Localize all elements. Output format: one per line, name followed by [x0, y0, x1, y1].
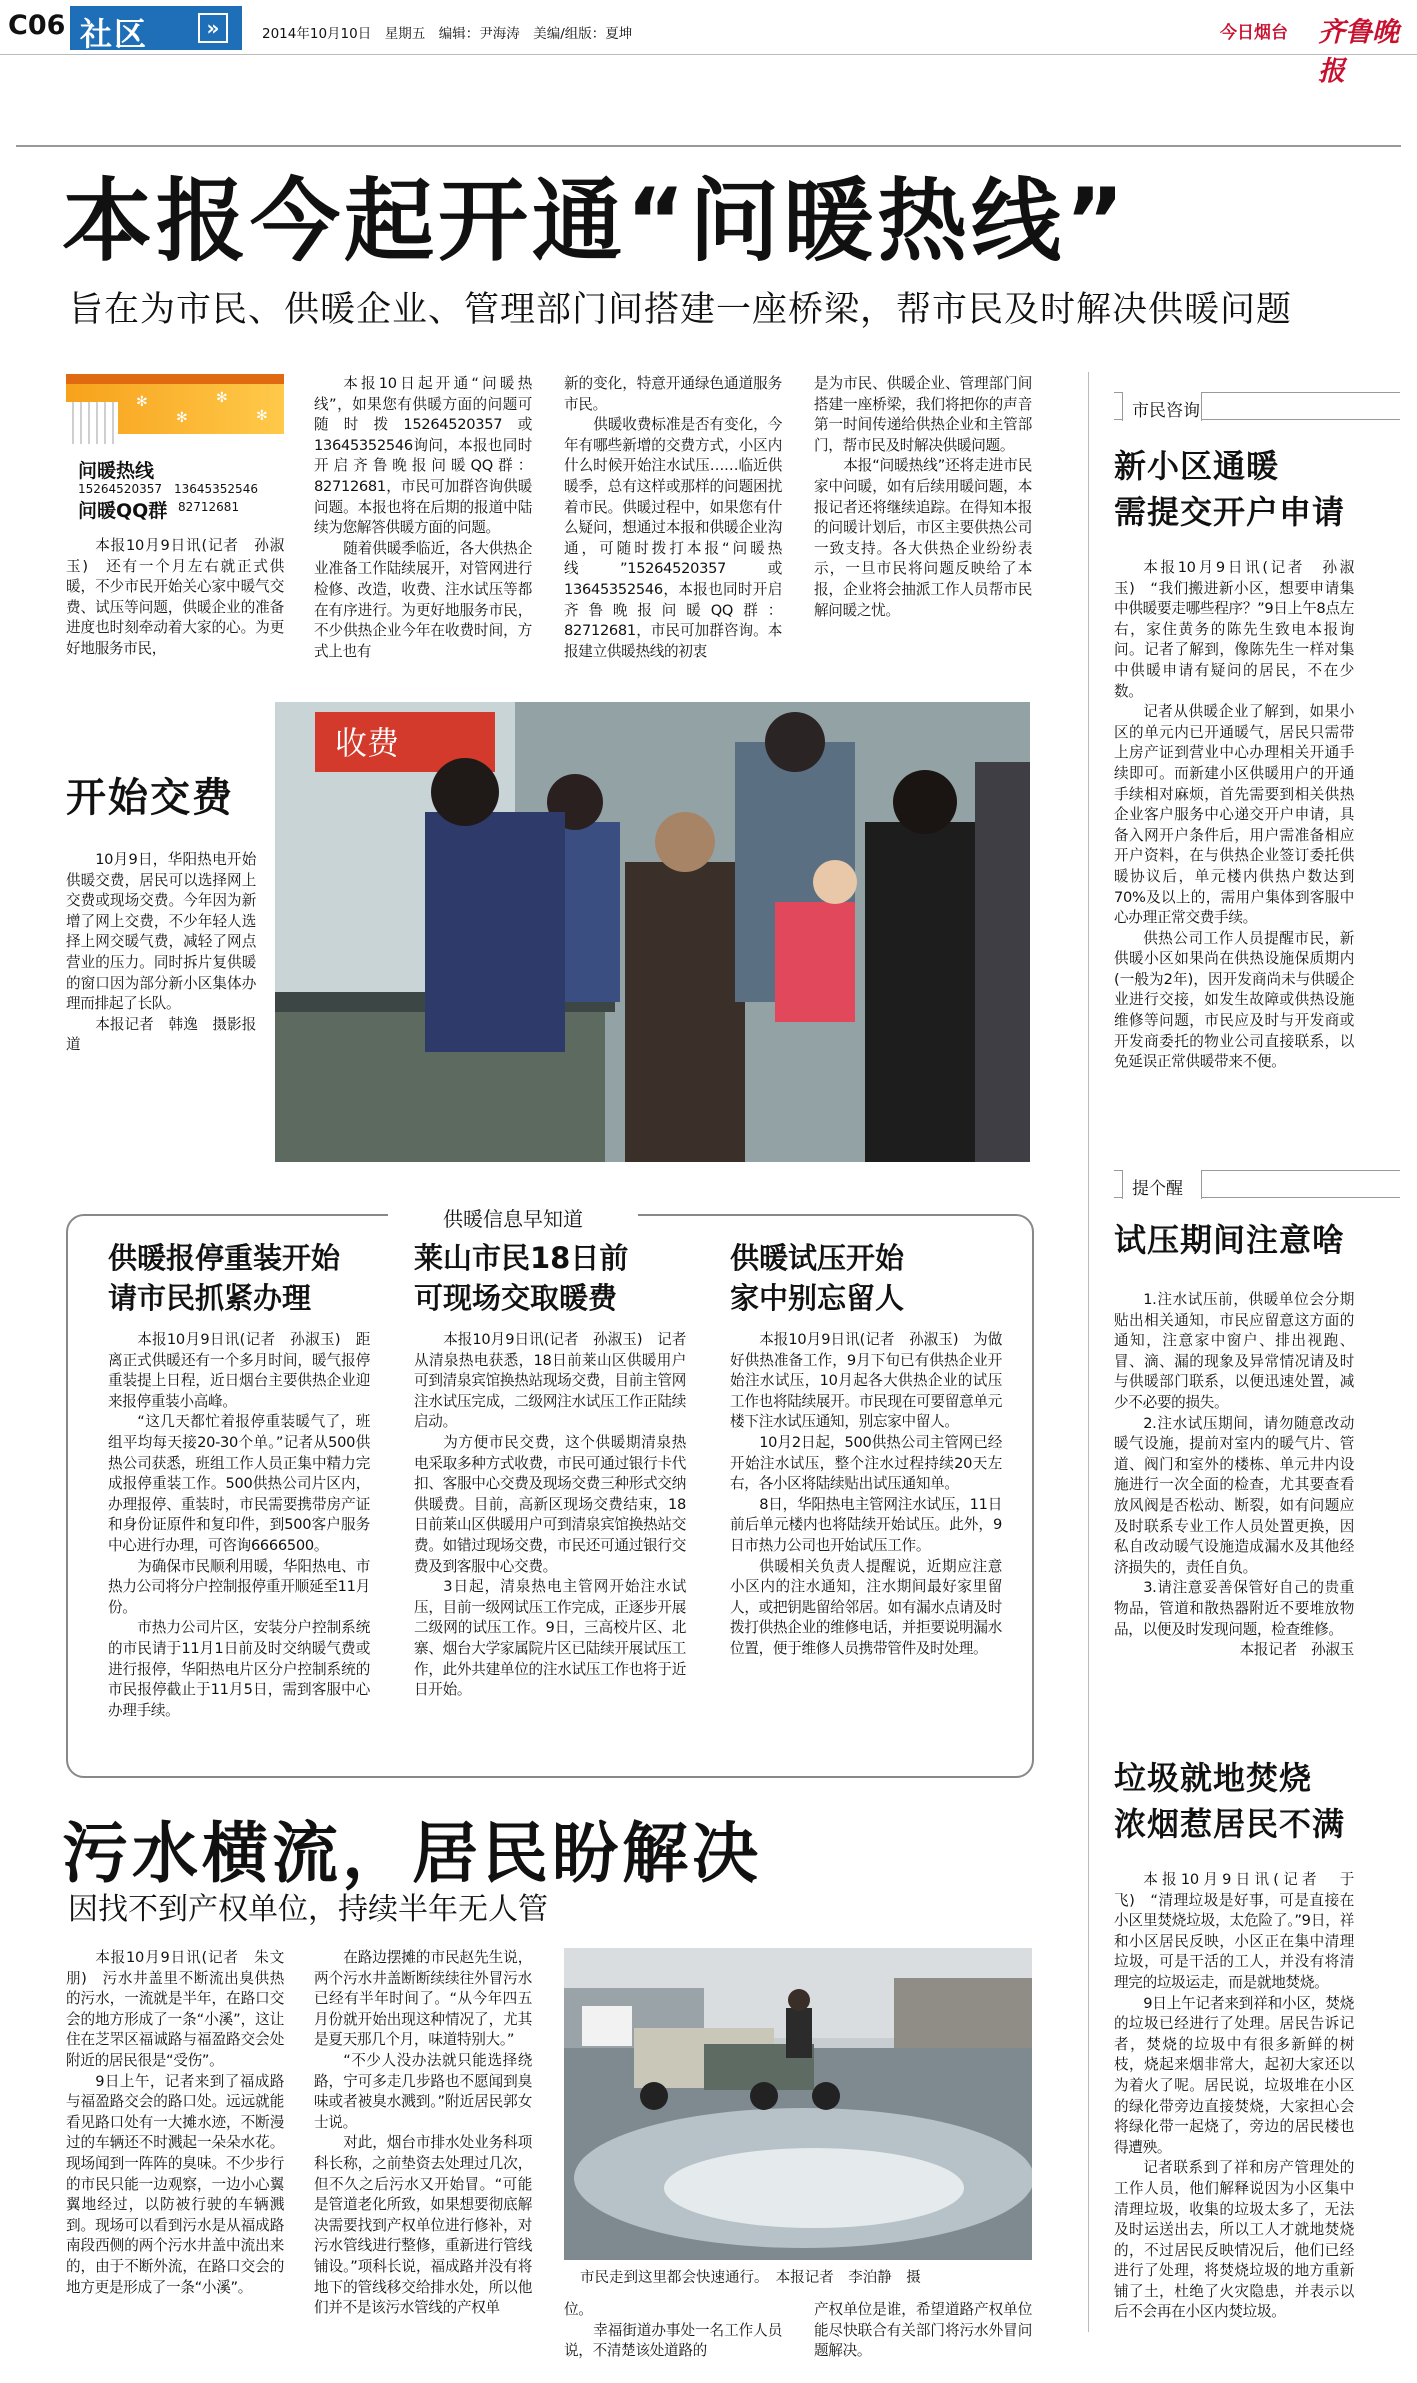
payment-hall-photo: [275, 702, 1030, 1162]
headline: 浓烟惹居民不满: [1114, 1805, 1346, 1843]
hotline-label: 问暖热线: [78, 460, 155, 482]
headline: 可现场交取暖费: [414, 1281, 618, 1315]
article-body: [1114, 1290, 1354, 1661]
headline: 莱山市民18日前: [414, 1241, 629, 1275]
paragraph: 3.请注意妥善保管好自己的贵重物品，管道和散热器附近不要堆放物品，以便及时发现问题，检查维修。: [1114, 1579, 1354, 1638]
headline: 垃圾就地焚烧: [1114, 1759, 1313, 1797]
paragraph: 对此，烟台市排水处业务科项科长称，之前垫资去处理过几次，但不久之后污水又开始冒。“可能是管道老化所致，如果想要彻底解决需要找到产权单位进行修补，对污水管线进行整修，重新进行管线铺设。”项科长说，福成路并没有将地下的管线移交给排水处，所以他们并不是该污水管线的产权单: [314, 2134, 532, 2317]
paragraph: “不少人没办法就只能选择绕路，宁可多走几步路也不愿闻到臭味或者被臭水溅到。”附近居民郭女士说。: [314, 2051, 532, 2131]
info-box-title: 供暖信息早知道: [388, 1203, 638, 1229]
snowflake-icon: ✻: [256, 408, 268, 424]
paragraph: 10月9日，华阳热电开始供暖交费，居民可以选择网上交费或现场交费。今年因为新增了网上交费，不少年轻人选择上网交暖气费，减轻了网点营业的压力。同时拆片复供暖的窗口因为部分新小区集体办理而排起了长队。: [66, 851, 256, 1013]
paragraph: 本报10月9日讯(记者 孙淑玉) 还有一个月左右就正式供暖，不少市民开始关心家中暖气交费、试压等问题，供暖企业的准备进度也时刻牵动着大家的心。为更好地服务市民，: [66, 537, 284, 657]
paragraph: 新的变化，特意开通绿色通道服务市民。: [564, 375, 782, 413]
paragraph: 供暖收费标准是否有变化，今年有哪些新增的交费方式，小区内什么时候开始注水试压……临近供暖季，总有这样或那样的问题困扰着市民。供暖过程中，如果您有什么疑问，想通过本报和供暖企业沟通，可随时拨打本报“问暖热线”15264520357或13645352546，本报也同时开启齐鲁晚报问暖QQ群：82712681，市民可加群咨询。本报建立供暖热线的初衷: [564, 416, 782, 660]
paragraph: 10月2日起，500供热公司主管网已经开始注水试压，整个注水过程持续20天左右，各小区将陆续贴出试压通知单。: [730, 1433, 1002, 1493]
radiator-icon: [66, 402, 118, 444]
pay-headline: 开始交费: [66, 775, 234, 821]
column-divider: [1088, 372, 1089, 2332]
snowflake-icon: ✻: [136, 394, 148, 410]
lead-subheadline: 旨在为市民、供暖企业、管理部门间搭建一座桥梁，帮市民及时解决供暖问题: [68, 290, 1293, 330]
sewage-col-3: [564, 2300, 782, 2362]
paragraph: 供暖相关负责人提醒说，近期应注意小区内的注水通知，注水期间最好家里留人，或把钥匙留给邻居。如有漏水点请及时拨打供热企业的维修电话，并拒要说明漏水位置，便于维修人员携带管件及时处理。: [730, 1557, 1002, 1657]
paragraph: 9日上午记者来到祥和小区，焚烧的垃圾已经进行了处理。居民告诉记者，焚烧的垃圾中有很多新鲜的树枝，烧起来烟非常大，起初大家还以为着火了呢。居民说，垃圾堆在小区的绿化带旁边直接焚烧，大家担心会将绿化带一起烧了，旁边的居民楼也得遭殃。: [1114, 1994, 1354, 2156]
article-body: [108, 1330, 370, 1721]
lead-col-2: [314, 374, 532, 662]
paragraph: 本报10月9日讯(记者 孙淑玉) 记者从清泉热电获悉，18日前莱山区供暖用户可到清泉宾馆换热站现场交费，目前主管网注水试压完成，二级网注水试压工作正陆续启动。: [414, 1331, 686, 1431]
page-number: C06: [8, 10, 66, 41]
photo-caption: 市民走到这里都会快速通行。 本报记者 李泊静 摄: [580, 2270, 921, 2286]
headline: 供暖试压开始: [730, 1241, 905, 1275]
paragraph: 为确保市民顺利用暖，华阳热电、市热力公司将分户控制报停重开顺延至11月份。: [108, 1557, 370, 1616]
tag-bar: [1114, 392, 1400, 420]
paragraph: 在路边摆摊的市民赵先生说，两个污水井盖断断续续往外冒污水已经有半年时间了。“从今年四五月份就开始出现这种情况了，尤其是夏天那几个月，味道特别大。”: [314, 1949, 532, 2049]
section-name: 社区: [80, 15, 149, 53]
headline: 家中别忘留人: [730, 1281, 905, 1315]
paragraph: 本报10月9日讯(记者 孙淑玉) 为做好供热准备工作，9月下旬已有供热企业开始注水试压，10月起各大供热企业的试压工作也将陆续展开。市民现在可要留意单元楼下注水试压通知，别忘家中留人。: [730, 1331, 1002, 1431]
header-divider: [0, 54, 1417, 55]
snowflake-icon: ✻: [216, 390, 228, 406]
article-body: [414, 1330, 686, 1701]
hotline-numbers: 15264520357 13645352546: [78, 482, 258, 496]
section-banner: [70, 6, 242, 53]
headline: 新小区通暖: [1114, 447, 1280, 485]
sewage-col-1: [66, 1948, 284, 2298]
paragraph: 为方便市民交费，这个供暖期清泉热电采取多种方式收费，市民可通过银行卡代扣、客服中心交费及现场交费三种形式交纳供暖费。目前，高新区现场交费结束，18日前莱山区供暖用户可到清泉宾馆换热站交费。如错过现场交费，市民还可通过银行交费及到客服中心交费。: [414, 1433, 686, 1575]
lead-headline: 本报今起开通“问暖热线”: [62, 169, 1129, 274]
paragraph: 随着供暖季临近，各大供热企业准备工作陆续展开，对管网进行检修、改造，收费、注水试压等都在有序进行。为更好地服务市民，不少供热企业今年在收费时间，方式上也有: [314, 539, 532, 660]
paragraph: 是为市民、供暖企业、管理部门间搭建一座桥梁，我们将把你的声音第一时间传递给供热企业和主管部门，帮市民及时解决供暖问题。: [814, 375, 1032, 454]
lead-col-4: [814, 374, 1032, 621]
paragraph: “这几天都忙着报停重装暖气了，班组平均每天接20-30个单。”记者从500供热公司获悉，班组工作人员正集中精力完成报停重装工作。500供热公司片区内，办理报停、重装时，市民需要携带房产证和身份证原件和复印件，到500客户服务中心进行办理，可咨询6666500。: [108, 1413, 370, 1554]
sign-text: 收费: [335, 724, 400, 762]
photo-credit: 本报记者 韩逸 摄影报道: [66, 1015, 256, 1054]
article-body: [1114, 558, 1354, 1073]
hotline-box: [66, 374, 284, 520]
paragraph: 3日起，清泉热电主管网开始注水试压，目前一级网试压工作完成，正逐步开展二级网的试压工作。9日，三高校片区、北寨、烟台大学家属院片区已陆续开展试压工作，此外共建单位的注水试压工作也将于近日开始。: [414, 1578, 686, 1699]
snowflake-icon: ✻: [176, 410, 188, 426]
paragraph: 记者联系到了祥和房产管理处的工作人员，他们解释说因为小区集中清理垃圾，收集的垃圾太多了，无法及时运送出去，所以工人才就地焚烧的，不过居民反映情况后，他们已经进行了处理，将焚烧垃圾的地方重新铺了土，杜绝了火灾隐患，并表示以后不会再在小区内焚垃圾。: [1114, 2159, 1354, 2321]
sewage-headline: 污水横流，居民盼解决: [62, 1815, 762, 1892]
paragraph: 本报10月9日讯(记者 孙淑玉) “我们搬进新小区，想要申请集中供暖要走哪些程序？”9日上午8点左右，家住黄务的陈先生致电本报询问。记者了解到，像陈先生一样对集中供暖申请有疑问的居民，不在少数。: [1114, 559, 1354, 700]
paragraph: 本报10日起开通“问暖热线”，如果您有供暖方面的问题可随时拨15264520357或13645352546询问，本报也同时开启齐鲁晚报问暖QQ群：82712681，市民可加群咨询供暖问题。本报也将在后期的报道中陆续为您解答供暖方面的问题。: [314, 375, 532, 537]
paragraph: 1.注水试压前，供暖单位会分期贴出相关通知，市民应留意这方面的通知，注意家中窗户、排出视跑、冒、滴、漏的现象及异常情况请及时与供暖部门联系，以便迅速处置，减少不必要的损失。: [1114, 1291, 1354, 1411]
headline: 试压期间注意啥: [1114, 1221, 1346, 1259]
paragraph: 产权单位是谁，希望道路产权单位能尽快联合有关部门将污水外冒问题解决。: [814, 2301, 1032, 2360]
headline: 供暖报停重装开始: [108, 1241, 341, 1275]
paragraph: 本报10月9日讯(记者 朱文朋) 污水井盖里不断流出臭供热的污水，一流就是半年，在路口交会的地方形成了一条“小溪”，这让住在芝罘区福诚路与福盈路交会处附近的居民很是“受伤”。: [66, 1949, 284, 2069]
sewage-subheadline: 因找不到产权单位，持续半年无人管: [68, 1892, 548, 1927]
paragraph: 9日上午，记者来到了福成路与福盈路交会的路口处。远远就能看见路口处有一大摊水迹，不断漫过的车辆还不时溅起一朵朵水花。现场闻到一阵阵的臭味。不少步行的市民只能一边观察，一边小心翼翼地经过，以防被行驶的车辆溅到。现场可以看到污水是从福成路南段西侧的两个污水井盖中流出来的，由于不断外流，在路口交会的地方更是形成了一条“小溪”。: [66, 2072, 284, 2296]
date-editor-line: 2014年10月10日 星期五 编辑：尹海涛 美编/组版：夏坤: [262, 26, 633, 42]
headline: 请市民抓紧办理: [108, 1281, 312, 1315]
brand-label: 今日烟台: [1220, 23, 1288, 43]
sewage-col-4: [814, 2300, 1032, 2362]
chevron-right-icon: »: [198, 13, 228, 43]
lead-col-3: [564, 374, 782, 662]
paragraph: 本报“问暖热线”还将走进市民家中问暖，如有后续用暖问题，本报记者还将继续追踪。在得知本报的问暖计划后，市区主要供热公司一致支持。各大供热企业纷纷表示，一旦市民将问题反映给了本报，企业将会抽派工作人员帮市民解问暖之忧。: [814, 457, 1032, 619]
paragraph: 本报10月9日讯(记者 孙淑玉) 距离正式供暖还有一个多月时间，暖气报停重装提上日程，近日烟台主要供热企业迎来报停重装小高峰。: [108, 1331, 370, 1410]
sewage-photo: [564, 1948, 1032, 2260]
paragraph: 幸福街道办事处一名工作人员说，不清楚该处道路的: [564, 2321, 782, 2360]
street-sewage-photo: [564, 1948, 1032, 2260]
qq-number: 82712681: [178, 500, 240, 514]
article-body: [1114, 1870, 1354, 2323]
lead-col-1: [66, 536, 284, 660]
paragraph: 位。: [564, 2301, 593, 2318]
pay-photo: [275, 702, 1030, 1162]
article-body: [730, 1330, 1002, 1660]
pay-caption: [66, 850, 256, 1056]
qq-label: 问暖QQ群: [78, 500, 168, 522]
paragraph: 市热力公司片区，安装分户控制系统的市民请于11月1日前及时交纳暖气费或进行报停，华阳热电片区分户控制系统的市民报停截止于11月5日，需到客服中心办理手续。: [108, 1619, 370, 1719]
tag-label: 市民咨询: [1132, 401, 1200, 421]
hotline-banner: [66, 374, 284, 434]
newspaper-logo: 齐鲁晚报: [1318, 17, 1399, 87]
paragraph: 本报10月9日讯(记者 于飞) “清理垃圾是好事，可是直接在小区里焚烧垃圾，太危险了。”9日，祥和小区居民反映，小区正在集中清理垃圾，可是干活的工人，并没有将清理完的垃圾运走，而是就地焚烧。: [1114, 1871, 1354, 1991]
header-rule: [16, 145, 1401, 147]
paragraph: 2.注水试压期间，请勿随意改动暖气设施，提前对室内的暖气片、管道、阀门和室外的楼栋、单元井内设施进行一次全面的检查，尤其要查看放风阀是否松动、断裂，如有问题应及时联系专业工作人员处置更换，因私自改动暖气设施造成漏水及其他经济损失的，责任自负。: [1114, 1414, 1354, 1576]
headline: 需提交开户申请: [1114, 493, 1346, 531]
paragraph: 记者从供暖企业了解到，如果小区的单元内已开通暖气，居民只需带上房产证到营业中心办理相关开通手续即可。而新建小区供暖用户的开通手续相对麻烦，首先需要到相关供热企业客户服务中心递交开户申请，具备入网开户条件后，用户需准备相应开户资料，在与供热企业签订委托供暖协议后，单元楼内供热户数达到70%及以上的，需用户集体到客服中心办理正常交费手续。: [1114, 703, 1354, 927]
sewage-col-2: [314, 1948, 532, 2319]
tag-bar: [1114, 1170, 1400, 1198]
paragraph: 供热公司工作人员提醒市民，新供暖小区如果尚在供热设施保质期内(一般为2年)，因开发商尚未与供暖企业进行交接，如发生故障或供热设施维修等问题，市民应及时与开发商或开发商委托的物业公司直接联系，以免延误正常供暖带来不便。: [1114, 929, 1354, 1071]
tag-label: 提个醒: [1132, 1179, 1183, 1199]
credit: 本报记者 孙淑玉: [1239, 1641, 1354, 1659]
paragraph: 8日，华阳热电主管网注水试压，11日前后单元楼内也将陆续开始试压。此外，9日市热力公司也开始试压工作。: [730, 1495, 1002, 1554]
